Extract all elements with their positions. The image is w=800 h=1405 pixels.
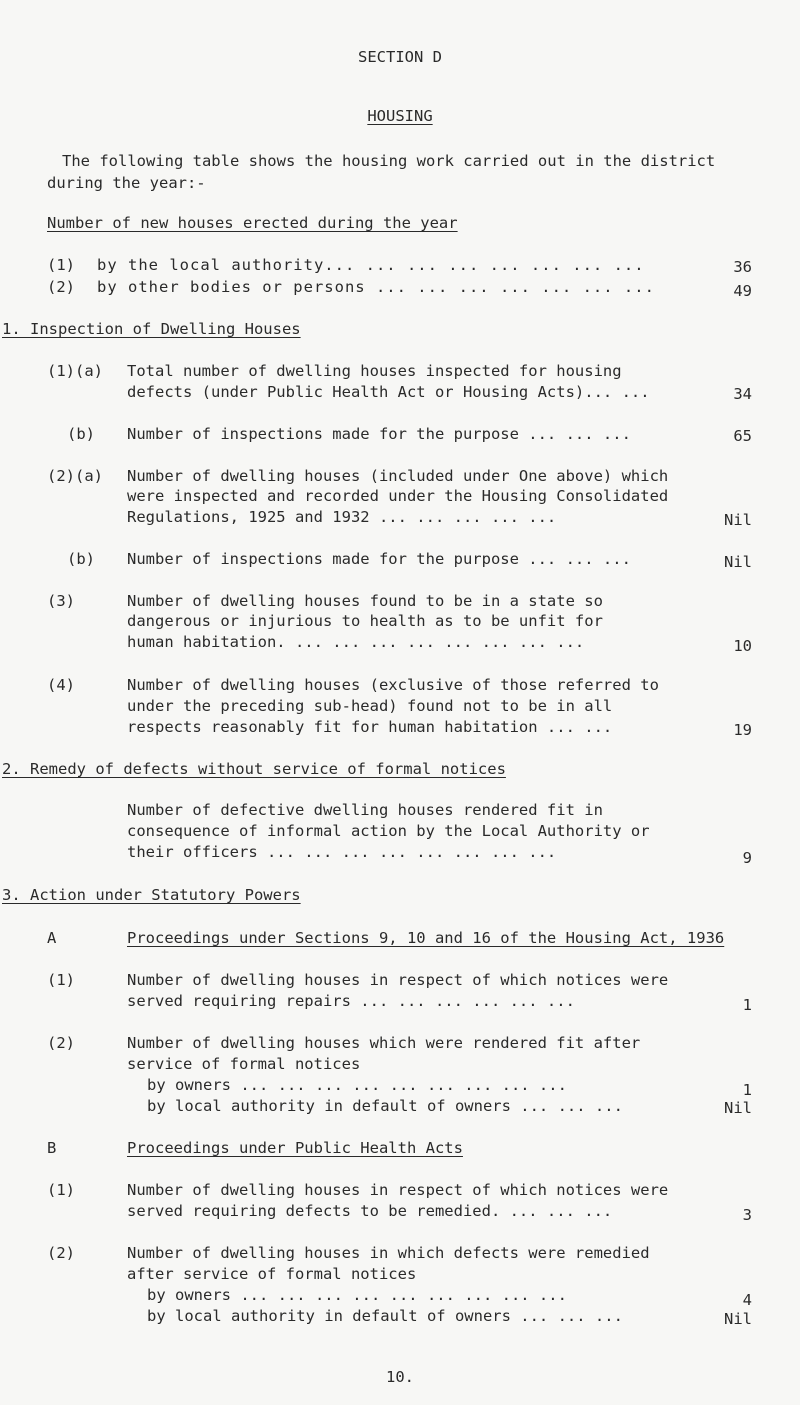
- item-text: by the local authority... ... ... ... ... ... ... ...: [97, 256, 645, 274]
- section-1-heading: 1. Inspection of Dwelling Houses: [2, 320, 301, 338]
- section-2-heading: 2. Remedy of defects without service of formal notices: [2, 760, 506, 778]
- new-houses-heading: Number of new houses erected during the year: [47, 214, 458, 232]
- item-value: Nil: [724, 553, 752, 571]
- item-text: by local authority in default of owners ... ... ...: [147, 1307, 623, 1325]
- item-text: Number of dwelling houses in which defects were remedied: [127, 1244, 650, 1262]
- item-text: Number of dwelling houses in respect of which notices were: [127, 1181, 669, 1199]
- item-value: 1: [742, 1081, 752, 1099]
- item-value: 4: [742, 1291, 752, 1309]
- item-text: by owners ... ... ... ... ... ... ... ... ...: [147, 1076, 567, 1094]
- item-text: Number of dwelling houses (included under One above) which: [127, 467, 669, 485]
- item-value: 19: [733, 721, 752, 739]
- item-value: 10: [733, 637, 752, 655]
- item-text: Number of dwelling houses which were rendered fit after: [127, 1034, 641, 1052]
- item-number: (b): [67, 550, 95, 568]
- item-number: (2): [47, 1034, 75, 1052]
- item-number: (2)(a): [47, 467, 103, 485]
- item-text: dangerous or injurious to health as to be unfit for: [127, 612, 603, 630]
- item-text: served requiring defects to be remedied. ... ... ...: [127, 1202, 613, 1220]
- item-text: Number of inspections made for the purpose ... ... ...: [127, 425, 631, 443]
- item-value: 9: [742, 849, 752, 867]
- page-number: 10.: [386, 1368, 414, 1386]
- item-text: Regulations, 1925 and 1932 ... ... ... ... ...: [127, 508, 557, 526]
- item-text: Number of defective dwelling houses rendered fit in: [127, 801, 603, 819]
- item-value: 36: [733, 258, 752, 276]
- section-title: SECTION D: [358, 48, 442, 66]
- item-text: Total number of dwelling houses inspected for housing: [127, 362, 622, 380]
- section-3-heading: 3. Action under Statutory Powers: [2, 886, 301, 904]
- item-text: service of formal notices: [127, 1055, 361, 1073]
- item-value: 49: [733, 282, 752, 300]
- intro-line-1: The following table shows the housing work carried out in the district: [62, 152, 716, 170]
- item-text: Number of dwelling houses (exclusive of those referred to: [127, 676, 659, 694]
- item-text: respects reasonably fit for human habitation ... ...: [127, 718, 613, 736]
- item-number: (1): [47, 256, 75, 274]
- intro-line-2: during the year:-: [47, 174, 206, 192]
- item-text: by owners ... ... ... ... ... ... ... ... ...: [147, 1286, 567, 1304]
- item-value: Nil: [724, 511, 752, 529]
- item-value: 1: [742, 996, 752, 1014]
- item-number: (b): [67, 425, 95, 443]
- item-number: (4): [47, 676, 75, 694]
- item-text: their officers ... ... ... ... ... ... ... ...: [127, 843, 557, 861]
- item-value: 3: [742, 1206, 752, 1224]
- item-text: human habitation. ... ... ... ... ... ... ... ...: [127, 633, 585, 651]
- item-value: Nil: [724, 1099, 752, 1117]
- item-text: were inspected and recorded under the Housing Consolidated: [127, 487, 669, 505]
- item-value: 65: [733, 427, 752, 445]
- item-number: (2): [47, 278, 75, 296]
- item-text: Number of dwelling houses found to be in a state so: [127, 592, 603, 610]
- item-text: by local authority in default of owners ... ... ...: [147, 1097, 623, 1115]
- item-text: served requiring repairs ... ... ... ... ... ...: [127, 992, 575, 1010]
- item-number: (1): [47, 1181, 75, 1199]
- item-text: Number of inspections made for the purpose ... ... ...: [127, 550, 631, 568]
- item-value: 34: [733, 385, 752, 403]
- subsection-letter: B: [47, 1139, 57, 1157]
- item-text: under the preceding sub-head) found not to be in all: [127, 697, 613, 715]
- item-number: (1)(a): [47, 362, 103, 380]
- item-number: (1): [47, 971, 75, 989]
- item-text: consequence of informal action by the Local Authority or: [127, 822, 650, 840]
- item-value: Nil: [724, 1310, 752, 1328]
- section-subtitle: HOUSING: [367, 107, 433, 125]
- item-text: defects (under Public Health Act or Housing Acts)... ...: [127, 383, 650, 401]
- item-text: after service of formal notices: [127, 1265, 417, 1283]
- item-number: (2): [47, 1244, 75, 1262]
- subsection-letter: A: [47, 929, 57, 947]
- item-number: (3): [47, 592, 75, 610]
- subsection-b-heading: Proceedings under Public Health Acts: [127, 1139, 463, 1157]
- subsection-a-heading: Proceedings under Sections 9, 10 and 16 of the Housing Act, 1936: [127, 929, 725, 947]
- item-text: by other bodies or persons ... ... ... ... ... ... ...: [97, 278, 655, 296]
- item-text: Number of dwelling houses in respect of which notices were: [127, 971, 669, 989]
